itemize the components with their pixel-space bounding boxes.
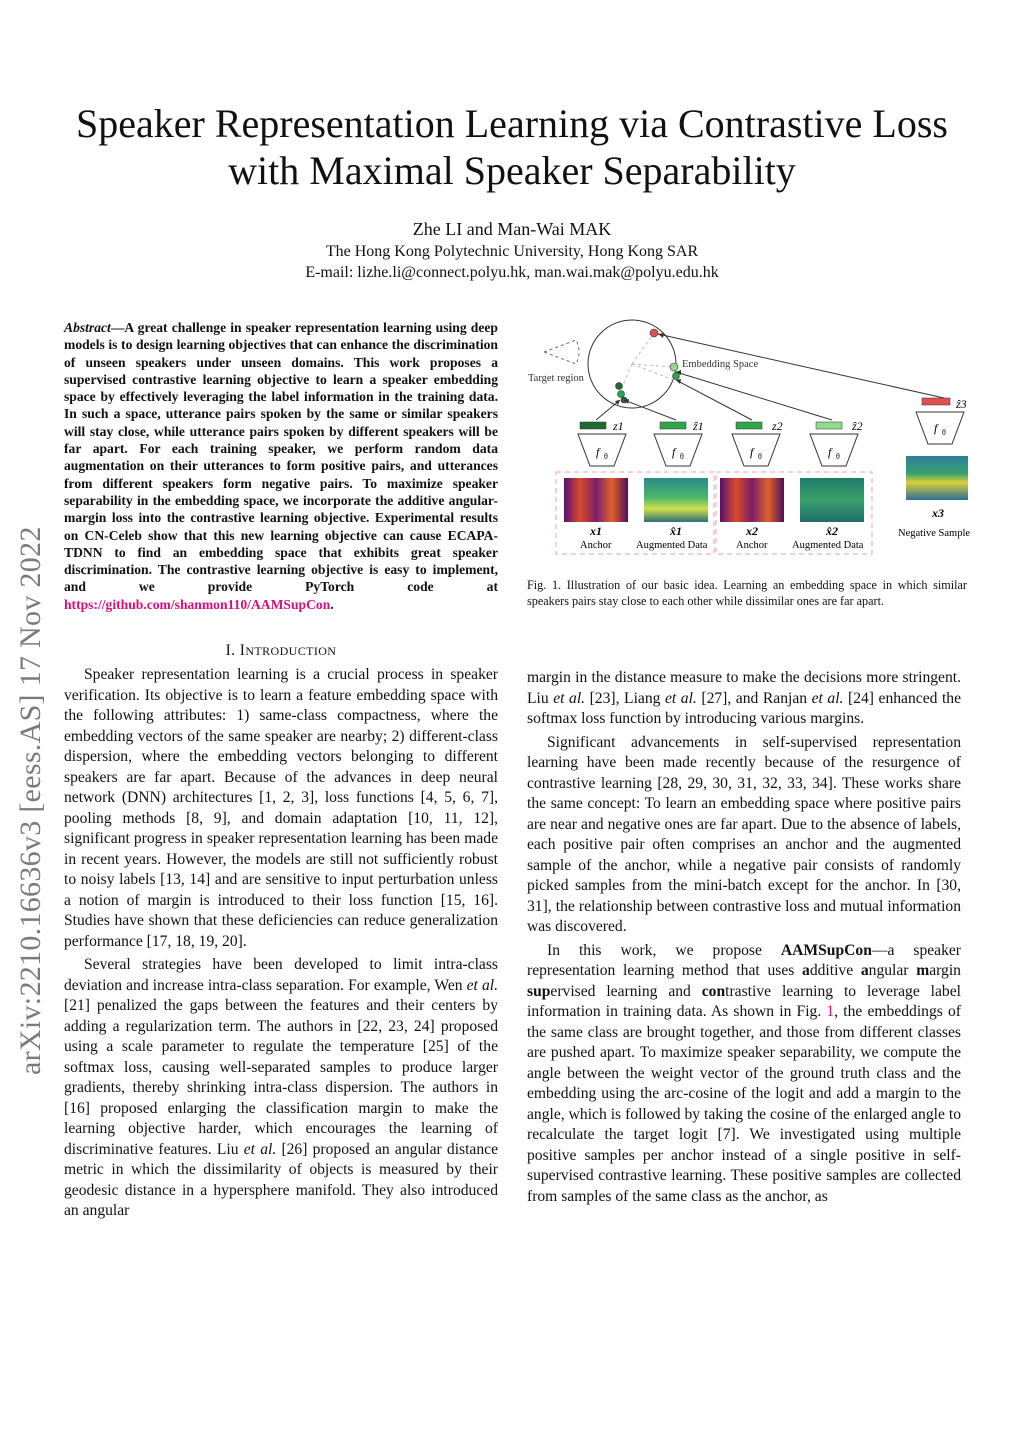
- svg-text:Augmented Data: Augmented Data: [792, 540, 864, 551]
- svg-text:f: f: [934, 421, 938, 435]
- spectrogram-augmented-2: [800, 478, 864, 522]
- svg-text:x3: x3: [932, 506, 944, 520]
- arxiv-identifier: arXiv:2210.16636v3 [eess.AS] 17 Nov 2022: [14, 526, 47, 1075]
- paragraph: margin in the distance measure to make the decisions more stringent. Liu et al. [23], Liang et al. [27], and Ranjan et al. [24] enhanced the softmax loss function by introducing various margins.: [527, 669, 962, 727]
- paragraph: Significant advancements in self-supervised representation learning have been made recently because of the resurgence of contrastive learning [28, 29, 30, 31, 32, 33, 34]. These works share the same concept: To learn an embedding space where positive pairs are near and negative ones are far apart. Due to the absence of labels, each positive pair often comprises an anchor and the augmented sample of the anchor, while a negative pair consists of randomly picked samples from the mini-batch except for the anchor. In [30, 31], the relationship between contrastive loss and mutual information was discovered.: [527, 733, 961, 935]
- svg-text:x2: x2: [746, 524, 758, 538]
- svg-text:f: f: [828, 445, 832, 459]
- svg-text:f: f: [672, 445, 676, 459]
- embedding-point: [673, 373, 680, 380]
- embedding-point: [670, 363, 678, 371]
- svg-text:x̂1: x̂1: [670, 524, 682, 538]
- svg-text:Negative Sample: Negative Sample: [898, 528, 971, 539]
- svg-text:z2: z2: [772, 419, 783, 433]
- svg-text:f: f: [750, 445, 754, 459]
- svg-text:θ: θ: [836, 452, 840, 461]
- section-heading-introduction: I. INTRODUCTION: [225, 642, 337, 659]
- spectrogram-augmented-1: [644, 478, 708, 522]
- embedding-point: [616, 383, 623, 390]
- spectrogram-anchor-1: [564, 478, 628, 522]
- figure-reference-link[interactable]: 1: [826, 1003, 835, 1020]
- paragraph: Speaker representation learning is a crucial process in speaker verification. Its objective is to learn a feature embedding space with the following attributes: 1) same-class compactness, where the embedding vectors of the same speaker are nearby; 2) different-class dispersion, where the embedding vectors belonging to different speakers are far apart. Because of the advances in deep neural network (DNN) architectures [1, 2, 3], loss functions [4, 5, 6, 7], pooling methods [8, 9], and domain adaptation [10, 11, 12], significant progress in speaker representation learning has been made in recent years. However, the models are still not sufficiently robust to noisy labels [13, 14] and are sensitive to input perturbation unless a notion of margin is introduced to their loss function [15, 16]. Studies have shown that these deficiencies can reduce generalization performance [17, 18, 19, 20].: [64, 666, 498, 950]
- svg-text:θ: θ: [942, 428, 946, 437]
- paper-email: E-mail: lizhe.li@connect.polyu.hk, man.wai.mak@polyu.edu.hk: [305, 264, 719, 281]
- left-column-body: [64, 665, 498, 1225]
- spectrogram-anchor-2: [720, 478, 784, 522]
- negative-embedding-point: [650, 329, 658, 337]
- paper-title: Speaker Representation Learning via Contrastive Loss with Maximal Speaker Separability: [76, 101, 948, 193]
- svg-text:ẑ2: ẑ2: [852, 419, 863, 433]
- embedding-point: [618, 391, 625, 398]
- figure-1-diagram: [524, 312, 994, 574]
- code-link[interactable]: https://github.com/shanmon110/AAMSupCon: [64, 596, 331, 612]
- abstract-lead: Abstract: [64, 320, 111, 335]
- svg-text:ẑ1: ẑ1: [693, 419, 704, 433]
- arrows: [596, 334, 944, 420]
- embedding-space-label: Embedding Space: [682, 359, 759, 370]
- svg-text:ẑ3: ẑ3: [956, 397, 967, 411]
- target-region: [544, 340, 579, 364]
- target-region-label: Target region: [528, 373, 584, 384]
- svg-text:x1: x1: [590, 524, 602, 538]
- encoder-column-3: [720, 419, 784, 551]
- right-column-body: [527, 668, 961, 1210]
- abstract-text: —A great challenge in speaker representation learning using deep models is to design learning objectives that can enhance the discrimination of unseen speakers under unseen domains. This work proposes a supervised contrastive learning objective to learn a speaker embedding space by effectively leveraging the label information in the training data. In such a space, utterance pairs spoken by the same or similar speakers will stay close, while utterance pairs spoken by different speakers will be far apart. For each training speaker, we perform random data augmentation on their utterances to form positive pairs, and utterances from different speakers form negative pairs. To maximize speaker separability in the embedding space, we incorporate the additive angular-margin loss into the contrastive learning objective. Experimental results on CN-Celeb show that this new learning objective can cause ECAPA-TDNN to find an embedding space that exhibits great speaker discrimination. The contrastive learning objective is easy to implement, and we provide PyTorch code at: [64, 320, 498, 595]
- svg-text:θ: θ: [758, 452, 762, 461]
- paper-authors: Zhe LI and Man-Wai MAK: [412, 219, 612, 239]
- encoder-column-2: [636, 419, 708, 551]
- svg-text:θ: θ: [604, 452, 608, 461]
- svg-text:Anchor: Anchor: [580, 540, 612, 551]
- spectrogram-negative: [906, 456, 968, 500]
- encoder-column-4: [792, 419, 864, 551]
- encoder-label: f: [596, 445, 600, 459]
- encoder-column-1: [564, 419, 628, 551]
- svg-text:x̂2: x̂2: [826, 524, 838, 538]
- figure-1-caption: Fig. 1. Illustration of our basic idea. Learning an embedding space in which similar speakers pairs stay close to each other while dissimilar ones are far apart.: [527, 578, 967, 608]
- paragraph: In this work, we propose AAMSupCon—a speaker representation learning method that uses additive angular margin supervised learning and contrastive learning to leverage label information in training data. As shown in Fig. 1, the embeddings of the same class are brought together, and those from different classes are pushed apart. To maximize speaker separability, we compute the angle between the weight vector of the ground truth class and the embedding using the arc-cosine of the logit and add a margin to the angle, which is followed by taking the cosine of the enlarged angle to recalculate the target logit [7]. We investigated using multiple positive samples per anchor instead of a single positive in self-supervised contrastive learning. These positive samples are collected from samples of the same class as the anchor, as: [527, 941, 961, 1205]
- encoder-column-negative: [898, 397, 970, 539]
- svg-text:z1: z1: [613, 419, 624, 433]
- paper-affiliation: The Hong Kong Polytechnic University, Hong Kong SAR: [325, 243, 699, 260]
- svg-text:θ: θ: [680, 452, 684, 461]
- svg-text:Anchor: Anchor: [736, 540, 768, 551]
- paragraph: Several strategies have been developed to limit intra-class deviation and increase intra-class separation. For example, Wen et al. [21] penalized the gaps between the features and their centers by adding a regularization term. The authors in [22, 23, 24] proposed using a scale parameter to regulate the temperature [25] of the softmax loss, causing well-separated samples to produce larger gradients, thereby shrinking intra-class dispersion. The authors in [16] proposed enlarging the classification margin to make the learning objective harder, which encourages the learning of discriminative features. Liu et al. [26] proposed an angular distance metric in which the dissimilarity of objects is measured by their geodesic distance in a hypersphere manifold. They also introduced an angular: [64, 956, 498, 1219]
- figure-1: [524, 312, 994, 574]
- svg-text:Augmented Data: Augmented Data: [636, 540, 708, 551]
- abstract: Abstract—A great challenge in speaker representation learning using deep models is to design learning objectives that can enhance the discrimination of unseen speakers under unseen domains. This work proposes a supervised contrastive learning objective to learn a speaker embedding space by effectively leveraging the label information in the training data. In such a space, utterance pairs spoken by the same or similar speakers will stay close, while utterance pairs spoken by different speakers will be far apart. For each training speaker, we perform random data augmentation on their utterances to form positive pairs, and utterances from different speakers form negative pairs. To maximize speaker separability in the embedding space, we incorporate the additive angular-margin loss into the contrastive learning objective. Experimental results on CN-Celeb show that this new learning objective can cause ECAPA-TDNN to find an embedding space that exhibits great speaker discrimination. The contrastive learning objective is easy to implement, and we provide PyTorch code at https://github.com/shanmon110/AAMSupCon.: [64, 320, 498, 612]
